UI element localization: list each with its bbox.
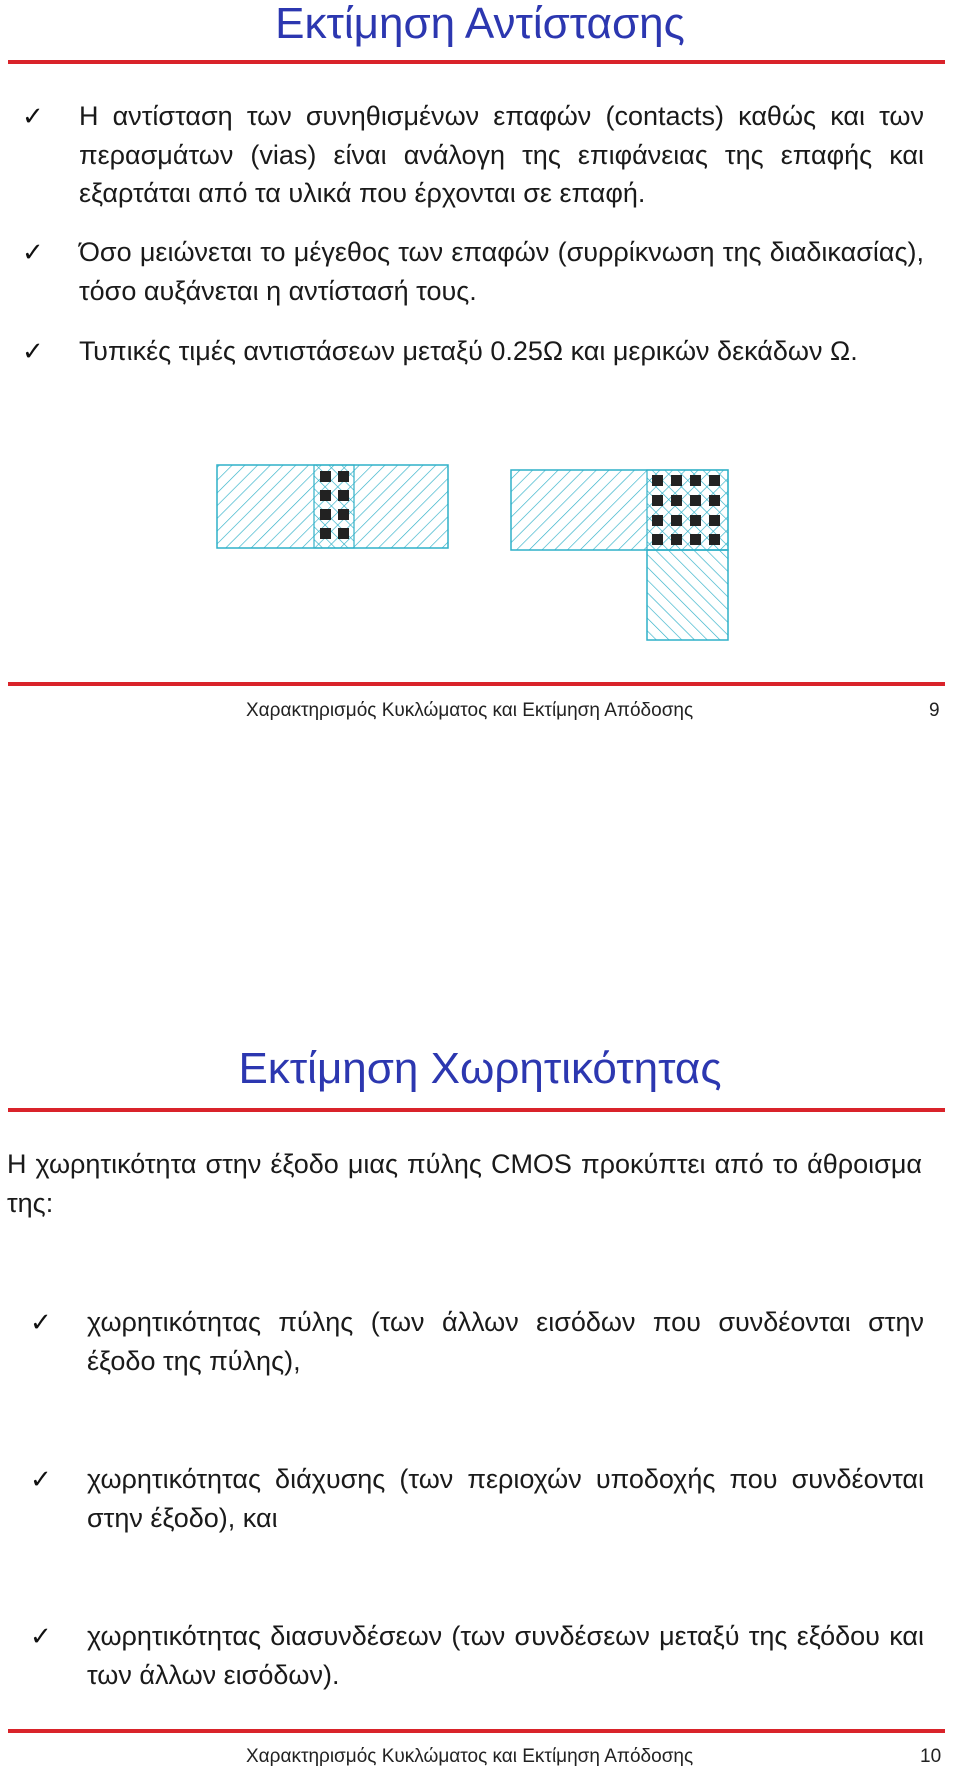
bullet-text: Όσο μειώνεται το μέγεθος των επαφών (συρρίκνωση της διαδικασίας), τόσο αυξάνεται η αντίστασή τους. bbox=[79, 237, 924, 306]
checkmark-icon: ✓ bbox=[22, 101, 44, 131]
checkmark-icon: ✓ bbox=[30, 1464, 52, 1494]
footer-text: Χαρακτηρισμός Κυκλώματος και Εκτίμηση Απόδοσης bbox=[246, 700, 694, 721]
bullet-text: Η αντίσταση των συνηθισμένων επαφών (contacts) καθώς και των περασμάτων (vias) είναι ανάλογη της επιφάνειας της επαφής και εξαρτάται από τα υλικά που έρχονται σε επαφή. bbox=[79, 101, 924, 208]
bullet-text: χωρητικότητας διάχυσης (των περιοχών υποδοχής που συνδέονται στην έξοδο), και bbox=[87, 1464, 924, 1533]
checkmark-icon: ✓ bbox=[22, 237, 44, 267]
intro-text: Η χωρητικότητα στην έξοδο μιας πύλης CMOS προκύπτει από το άθροισμα της: bbox=[7, 1149, 922, 1218]
contact-resistance-diagram bbox=[0, 455, 960, 650]
footer-rule bbox=[8, 682, 945, 686]
bullet-text: χωρητικότητας πύλης (των άλλων εισόδων που συνδέονται στην έξοδο της πύλης), bbox=[87, 1307, 924, 1376]
page-number: 9 bbox=[929, 700, 940, 721]
slide-title: Εκτίμηση Χωρητικότητας bbox=[238, 1044, 722, 1093]
footer-rule bbox=[8, 1729, 945, 1733]
page-number: 10 bbox=[920, 1746, 942, 1767]
footer-text: Χαρακτηρισμός Κυκλώματος και Εκτίμηση Απόδοσης bbox=[246, 1746, 694, 1767]
slide-title: Εκτίμηση Αντίστασης bbox=[275, 0, 685, 48]
title-rule bbox=[8, 1108, 945, 1112]
bullet-text: χωρητικότητας διασυνδέσεων (των συνδέσεων μεταξύ της εξόδου και των άλλων εισόδων). bbox=[87, 1621, 924, 1690]
checkmark-icon: ✓ bbox=[30, 1307, 52, 1337]
title-rule bbox=[8, 60, 945, 64]
checkmark-icon: ✓ bbox=[30, 1621, 52, 1651]
checkmark-icon: ✓ bbox=[22, 336, 44, 366]
bullet-text: Τυπικές τιμές αντιστάσεων μεταξύ 0.25Ω και μερικών δεκάδων Ω. bbox=[79, 336, 858, 366]
single-layer-wire bbox=[217, 465, 448, 548]
